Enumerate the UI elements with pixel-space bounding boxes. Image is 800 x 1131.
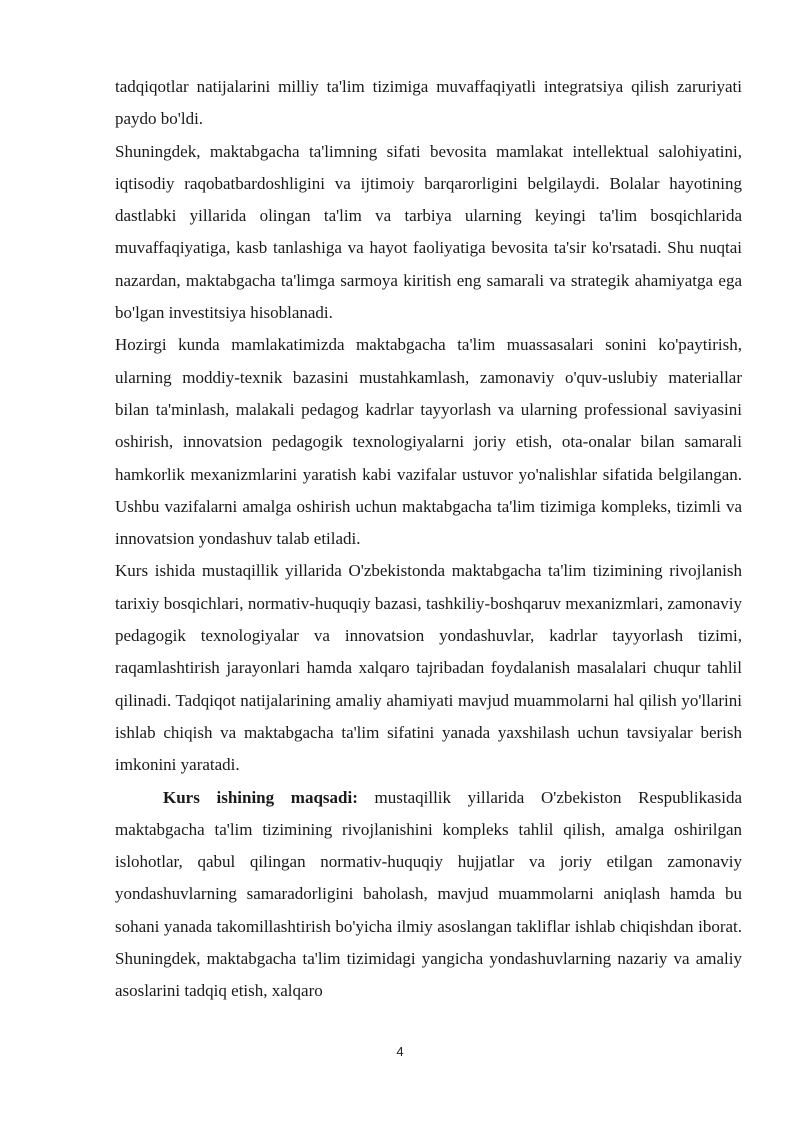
paragraph-quality — [115, 136, 742, 330]
paragraph-text: Hozirgi kunda mamlakatimizda maktabgacha ta'lim muassasalari sonini ko'paytirish, ularning moddiy-texnik bazasini mustahkamlash, zamonaviy o'quv-uslubiy materiallar bilan ta'minlash, malakali pedagog kadrlar tayyorlash va ularning professional saviyasini oshirish, innovatsion pedagogik texnologiyalarni joriy etish, ota-onalar bilan samarali hamkorlik mexanizmlarini yaratish kabi vazifalar ustuvor yo'nalishlar sifatida belgilangan. Ushbu vazifalarni amalga oshirish uchun maktabgacha ta'lim tizimiga kompleks, tizimli va innovatsion yondashuv talab etiladi. — [115, 335, 742, 549]
paragraph-course-scope — [115, 555, 742, 781]
paragraph-continuation — [115, 71, 742, 136]
paragraph-text: mustaqillik yillarida O'zbekiston Respublikasida maktabgacha ta'lim tizimining rivojlanishini kompleks tahlil qilish, amalga oshirilgan islohotlar, qabul qilingan normativ-huquqiy hujjatlar va joriy etilgan zamonaviy yondashuvlarning samaradorligini baholash, mavjud muammolarni aniqlash hamda bu sohani yanada takomillashtirish bo'yicha ilmiy asoslangan takliflar ishlab chiqishdan iborat. Shuningdek, maktabgacha ta'lim tizimidagi yangicha yondashuvlarning nazariy va amaliy asoslarini tadqiq etish, xalqaro — [115, 787, 743, 1001]
document-body — [115, 71, 742, 1008]
paragraph-lead: Kurs ishining maqsadi: — [163, 787, 358, 807]
page-number: 4 — [396, 1044, 404, 1059]
paragraph-course-goal — [115, 782, 742, 1008]
paragraph-current-state — [115, 329, 742, 555]
paragraph-text: Shuningdek, maktabgacha ta'limning sifati bevosita mamlakat intellektual salohiyatini, iqtisodiy raqobatbardoshligini va ijtimoiy barqarorligini belgilaydi. Bolalar hayotining dastlabki yillarida olingan ta'lim va tarbiya ularning keyingi ta'lim bosqichlarida muvaffaqiyatiga, kasb tanlashiga va hayot faoliyatiga bevosita ta'sir ko'rsatadi. Shu nuqtai nazardan, maktabgacha ta'limga sarmoya kiritish eng samarali va strategik ahamiyatga ega bo'lgan investitsiya hisoblanadi. — [115, 141, 742, 323]
paragraph-text: Kurs ishida mustaqillik yillarida O'zbekistonda maktabgacha ta'lim tizimining rivojlanish tarixiy bosqichlari, normativ-huquqiy bazasi, tashkiliy-boshqaruv mexanizmlari, zamonaviy pedagogik texnologiyalar va innovatsion yondashuvlar, kadrlar tayyorlash tizimi, raqamlashtirish jarayonlari hamda xalqaro tajribadan foydalanish masalalari chuqur tahlil qilinadi. Tadqiqot natijalarining amaliy ahamiyati mavjud muammolarni hal qilish yo'llarini ishlab chiqish va maktabgacha ta'lim sifatini yanada yaxshilash uchun tavsiyalar berish imkonini yaratadi. — [115, 561, 742, 775]
paragraph-text: tadqiqotlar natijalarini milliy ta'lim tizimiga muvaffaqiyatli integratsiya qilish zaruriyati paydo bo'ldi. — [115, 77, 742, 129]
